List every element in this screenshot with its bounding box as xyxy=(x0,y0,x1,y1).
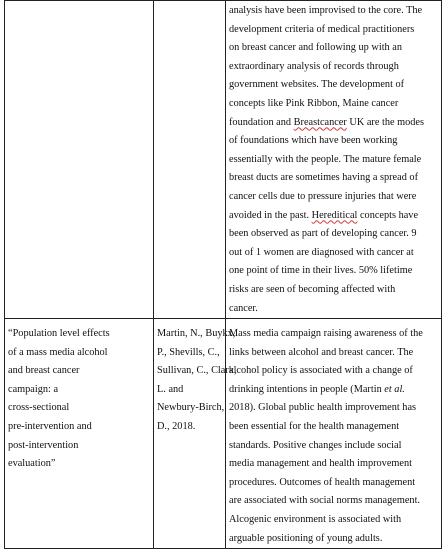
summary-line: government websites. The development of xyxy=(229,79,405,91)
title-line: cross-sectional xyxy=(8,402,70,414)
author-line: P., Shevills, C., xyxy=(157,346,220,358)
summary-line: development criteria of medical practitioners xyxy=(229,23,415,35)
summary-line: 2018). Global public health improvement has xyxy=(229,402,417,414)
summary-line: cancer cells due to pressure injuries that were xyxy=(229,190,417,202)
summary-line: standards. Positive changes include social xyxy=(229,439,402,451)
summary-line: of foundations which have been working xyxy=(229,135,398,147)
summary-line: essentially with the people. The mature female xyxy=(229,153,422,165)
summary-line: procedures. Outcomes of health management xyxy=(229,476,416,488)
author-line: Newbury-Birch, xyxy=(157,402,225,414)
summary-line: out of 1 women are diagnosed with cancer at xyxy=(229,246,414,258)
title-line: campaign: a xyxy=(8,383,59,395)
summary-line: cancer. xyxy=(229,302,258,314)
summary-line: analysis have been improvised to the core. The xyxy=(229,5,423,16)
summary-line: foundation and Breastcancer UK are the modes xyxy=(229,116,425,128)
summary-line: on breast cancer and following up with an xyxy=(229,42,402,54)
row1-summary-cell xyxy=(226,1,442,319)
summary-line: one point of time in their lives. 50% lifetime xyxy=(229,265,413,277)
study-title-cell xyxy=(5,319,154,549)
literature-review-table xyxy=(4,0,442,549)
summary-line: are associated with social norms management. xyxy=(229,495,421,507)
row1-title-cell xyxy=(5,1,154,319)
title-line: “Population level effects xyxy=(8,328,110,340)
summary-line: Alcogenic environment is associated with xyxy=(229,514,402,526)
title-line: and breast cancer xyxy=(8,365,80,377)
title-line: evaluation” xyxy=(8,458,56,470)
summary-line: arguable positioning of young adults. xyxy=(229,532,383,544)
title-line: post-intervention xyxy=(8,439,79,451)
summary-line: Mass media campaign raising awareness of the xyxy=(229,328,423,340)
summary-cell xyxy=(226,319,442,549)
summary-line: drinking intentions in people (Martin et al. xyxy=(229,383,405,395)
et-al-italic: et al. xyxy=(384,383,405,395)
summary-line: concepts like Pink Ribbon, Maine cancer xyxy=(229,97,399,109)
row1-authors-cell xyxy=(154,1,226,319)
spellcheck-word: Breastcancer xyxy=(293,116,347,128)
author-line: Martin, N., Buykx, xyxy=(157,328,236,340)
title-line: pre-intervention and xyxy=(8,421,92,433)
author-line: Sullivan, C., Clark, xyxy=(157,365,237,377)
summary-line: avoided in the past. Hereditical concepts have xyxy=(229,209,419,221)
summary-line: media management and health improvement xyxy=(229,458,412,470)
spellcheck-word: Hereditical xyxy=(311,209,358,221)
author-line: D., 2018. xyxy=(157,421,196,433)
table-row xyxy=(5,1,442,319)
summary-line: alcohol policy is associated with a change of xyxy=(229,365,413,377)
summary-line: extraordinary analysis of records through xyxy=(229,60,399,72)
table-row xyxy=(5,319,442,549)
authors-cell xyxy=(154,319,237,549)
summary-line: been observed as part of developing cancer. 9 xyxy=(229,228,417,240)
summary-line: been essential for the health management xyxy=(229,421,400,433)
summary-line: links between alcohol and breast cancer. The xyxy=(229,346,414,358)
title-line: of a mass media alcohol xyxy=(8,346,108,358)
author-line: L. and xyxy=(157,383,184,395)
summary-line: risks are seen of becoming affected with xyxy=(229,283,396,295)
summary-line: breast ducts are sometimes having a spread of xyxy=(229,172,418,184)
